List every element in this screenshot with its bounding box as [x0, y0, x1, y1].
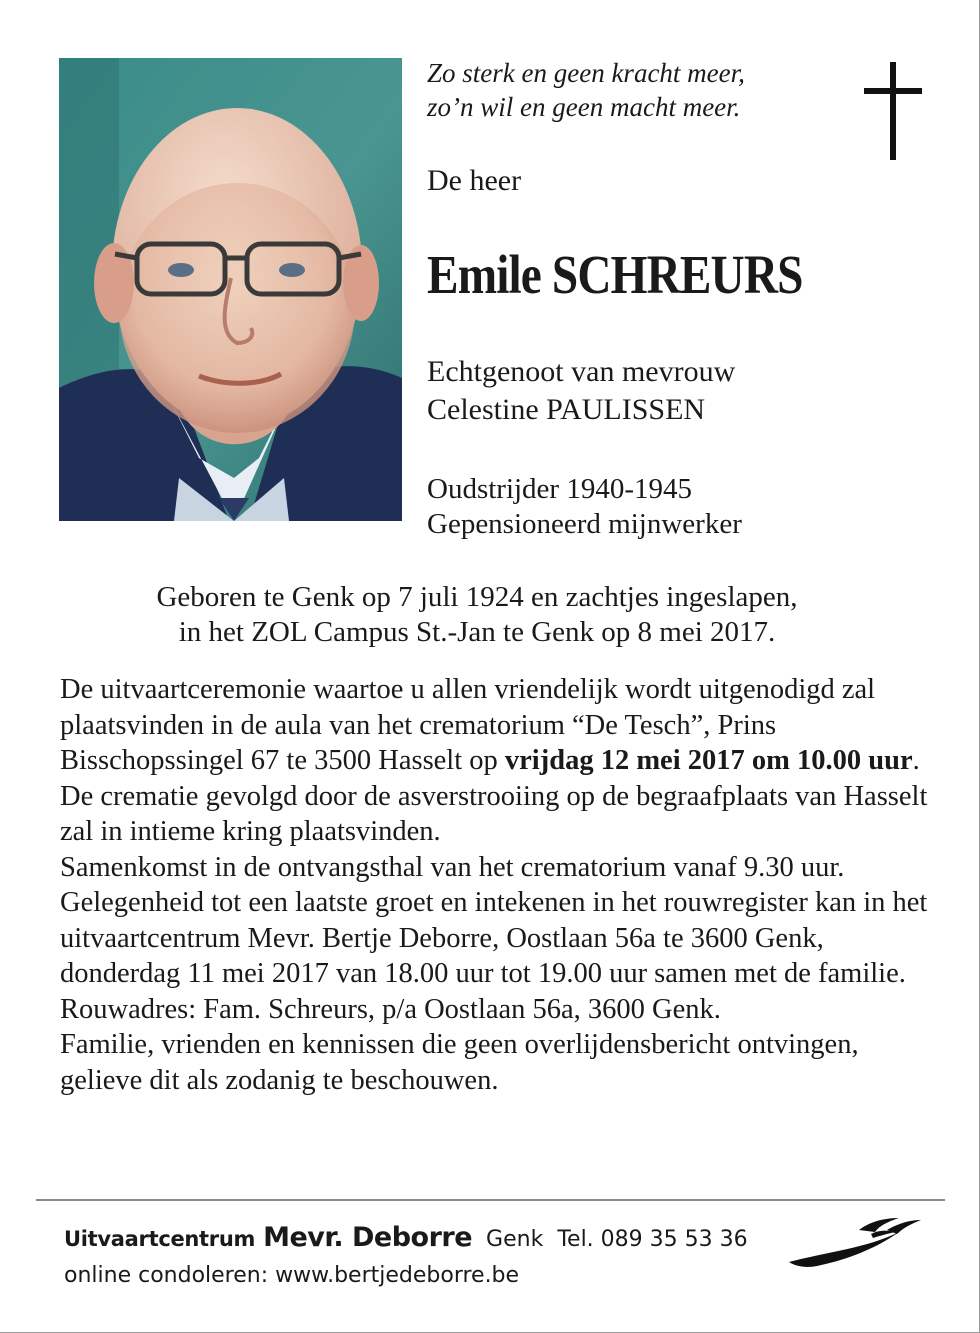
ceremony-paragraph — [60, 672, 940, 779]
spouse-line-1: Echtgenoot van mevrouw — [427, 355, 736, 388]
funeral-home-phone: Tel. 089 35 53 36 — [557, 1227, 748, 1252]
salutation: De heer — [427, 164, 522, 197]
ceremony-end: . — [912, 745, 920, 776]
portrait-illustration — [59, 58, 402, 521]
birth-death-info — [0, 580, 954, 650]
motto-line-1: Zo sterk en geen kracht meer, — [427, 58, 745, 88]
portrait-photo — [59, 58, 402, 521]
spouse-info — [427, 353, 735, 429]
motto — [427, 56, 745, 124]
ceremony-intro: De uitvaartceremonie waartoe u allen vriendelijk wordt uitgenodigd zal plaatsvinden in de aula van het crematorium “De Tesch”, Prins Bisschopssingel 67 te 3500 Hasselt op — [60, 674, 876, 776]
birth-line-1: Geboren te Genk op 7 juli 1924 en zachtjes ingeslapen, — [156, 581, 798, 613]
motto-line-2: zo’n wil en geen macht meer. — [427, 92, 741, 122]
announcement-body — [60, 672, 940, 1098]
funeral-home-line — [64, 1222, 748, 1253]
footer-divider — [36, 1199, 945, 1201]
ceremony-date: vrijdag 12 mei 2017 om 10.00 uur — [504, 745, 913, 776]
spouse-line-2: Celestine PAULISSEN — [427, 393, 706, 426]
bird-logo-icon — [787, 1212, 923, 1270]
bio-info — [427, 472, 742, 542]
funeral-home-name: Mevr. Deborre — [263, 1222, 473, 1253]
farewell-paragraph: Gelegenheid tot een laatste groet en intekenen in het rouwregister kan in het uitvaartcentrum Mevr. Bertje Deborre, Oostlaan 56a te 3600 Genk, donderdag 11 mei 2017 van 18.00 uur tot 19.00 uur samen met de familie. — [60, 887, 928, 989]
cremation-paragraph: De crematie gevolgd door de asverstrooiing op de begraafplaats van Hasselt zal in intieme kring plaatsvinden. — [60, 780, 928, 847]
gathering-paragraph: Samenkomst in de ontvangsthal van het crematorium vanaf 9.30 uur. — [60, 851, 845, 883]
birth-line-2: in het ZOL Campus St.-Jan te Genk op 8 mei 2017. — [178, 616, 776, 648]
bio-line-1: Oudstrijder 1940-1945 — [427, 473, 692, 505]
mourning-address: Rouwadres: Fam. Schreurs, p/a Oostlaan 56a, 3600 Genk. — [60, 993, 721, 1025]
deceased-name: Emile SCHREURS — [427, 244, 803, 305]
funeral-home-city: Genk — [486, 1227, 544, 1252]
notice-paragraph: Familie, vrienden en kennissen die geen overlijdensbericht ontvingen, gelieve dit als zodanig te beschouwen. — [60, 1029, 859, 1096]
cross-icon — [864, 62, 922, 160]
bio-line-2: Gepensioneerd mijnwerker — [427, 508, 742, 540]
funeral-home-prefix: Uitvaartcentrum — [64, 1227, 256, 1251]
online-condolence-link[interactable]: online condoleren: www.bertjedeborre.be — [64, 1263, 520, 1288]
